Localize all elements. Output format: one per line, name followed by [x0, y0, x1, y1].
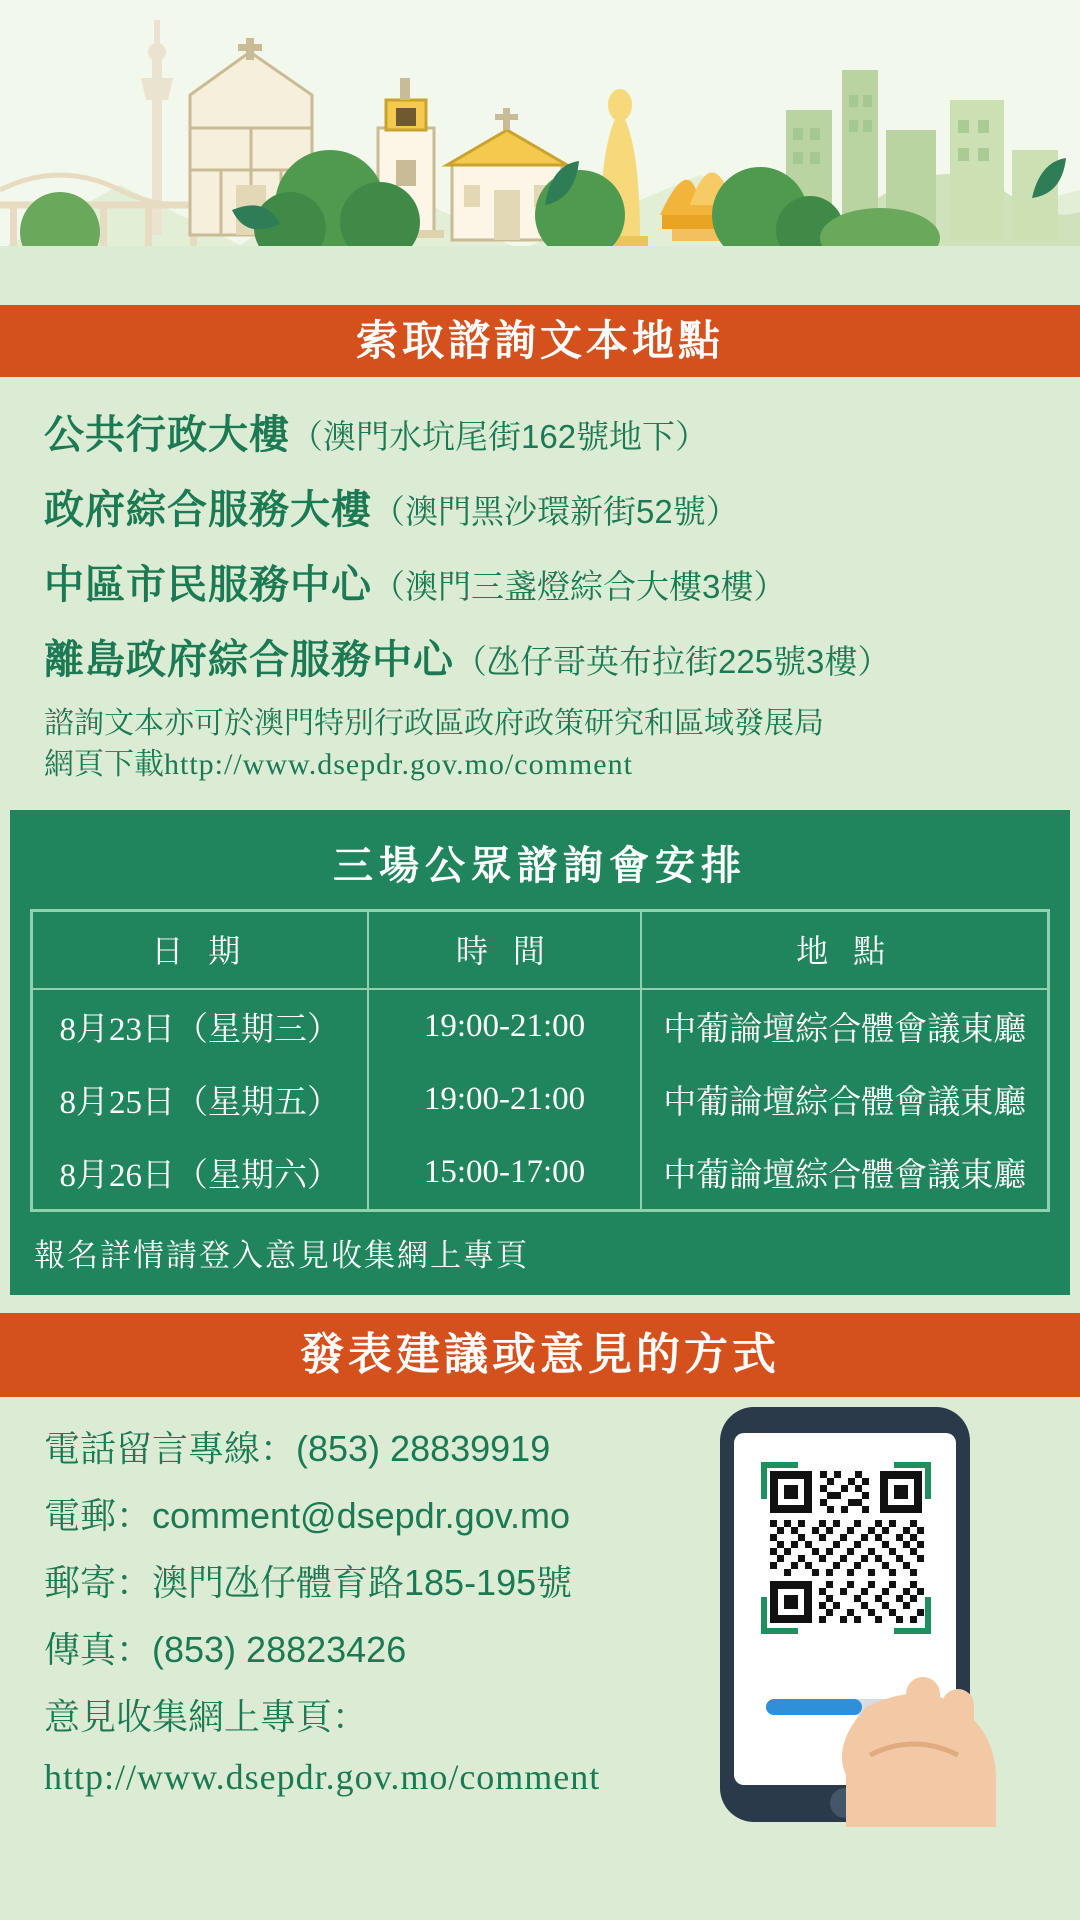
schedule-table — [33, 912, 1047, 1209]
cell-venue: 中葡論壇綜合體會議東廳 — [641, 989, 1047, 1063]
location-address: （澳門三盞燈綜合大樓3樓） — [372, 568, 787, 605]
cell-time: 19:00-21:00 — [368, 1063, 642, 1136]
location-name: 政府綜合服務大樓 — [44, 488, 372, 532]
list-item — [44, 403, 1036, 460]
locations-section-banner: 索取諮詢文本地點 — [0, 305, 1080, 377]
qr-phone-illustration — [670, 1407, 1050, 1827]
list-item — [44, 628, 1036, 685]
schedule-table-wrapper — [30, 909, 1050, 1212]
cell-venue: 中葡論壇綜合體會議東廳 — [641, 1136, 1047, 1209]
locations-note-line1: 諮詢文本亦可於澳門特別行政區政府政策研究和區域發展局 — [44, 707, 824, 740]
table-row — [33, 989, 1047, 1063]
contact-fax: 傳真：(853) 28823426 — [44, 1628, 407, 1670]
locations-list — [0, 377, 1080, 796]
location-name: 公共行政大樓 — [44, 413, 290, 457]
contact-webpage-label: 意見收集網上專頁： — [44, 1695, 369, 1737]
locations-note-line2 — [44, 744, 1036, 785]
contact-mail: 郵寄：澳門氹仔體育路185-195號 — [44, 1561, 573, 1603]
location-address: （澳門黑沙環新街52號） — [372, 493, 739, 530]
cell-venue: 中葡論壇綜合體會議東廳 — [641, 1063, 1047, 1136]
contact-lines — [44, 1421, 664, 1798]
contact-phone: 電話留言專線：(853) 28839919 — [44, 1427, 551, 1469]
schedule-footnote: 報名詳情請登入意見收集網上專頁 — [34, 1237, 529, 1273]
contact-webpage-url[interactable]: http://www.dsepdr.gov.mo/comment — [44, 1756, 601, 1797]
list-item — [44, 553, 1036, 610]
contact-email[interactable]: 電郵：comment@dsepdr.gov.mo — [44, 1494, 571, 1536]
schedule-panel — [10, 810, 1070, 1295]
hero-skyline-illustration — [0, 0, 1080, 305]
column-header-venue: 地 點 — [641, 912, 1047, 989]
column-header-date: 日 期 — [33, 912, 368, 989]
table-row — [33, 1136, 1047, 1209]
table-row — [33, 1063, 1047, 1136]
consultation-text-url[interactable]: http://www.dsepdr.gov.mo/comment — [164, 748, 633, 782]
table-header-row — [33, 912, 1047, 989]
feedback-methods — [0, 1397, 1080, 1851]
location-name: 離島政府綜合服務中心 — [44, 638, 454, 682]
cell-time: 15:00-17:00 — [368, 1136, 642, 1209]
feedback-section-banner: 發表建議或意見的方式 — [0, 1313, 1080, 1397]
list-item — [44, 478, 1036, 535]
cell-time: 19:00-21:00 — [368, 989, 642, 1063]
schedule-title: 三場公眾諮詢會安排 — [333, 843, 747, 888]
location-address: （氹仔哥英布拉街225號3樓） — [454, 643, 891, 680]
locations-note — [44, 703, 1036, 786]
location-name: 中區市民服務中心 — [44, 563, 372, 607]
download-label: 網頁下載 — [44, 748, 164, 782]
cell-date: 8月23日（星期三） — [59, 1011, 341, 1048]
cell-date: 8月25日（星期五） — [59, 1084, 341, 1121]
column-header-time: 時 間 — [368, 912, 642, 989]
location-address: （澳門水坑尾街162號地下） — [290, 418, 709, 455]
cell-date: 8月26日（星期六） — [59, 1157, 341, 1194]
